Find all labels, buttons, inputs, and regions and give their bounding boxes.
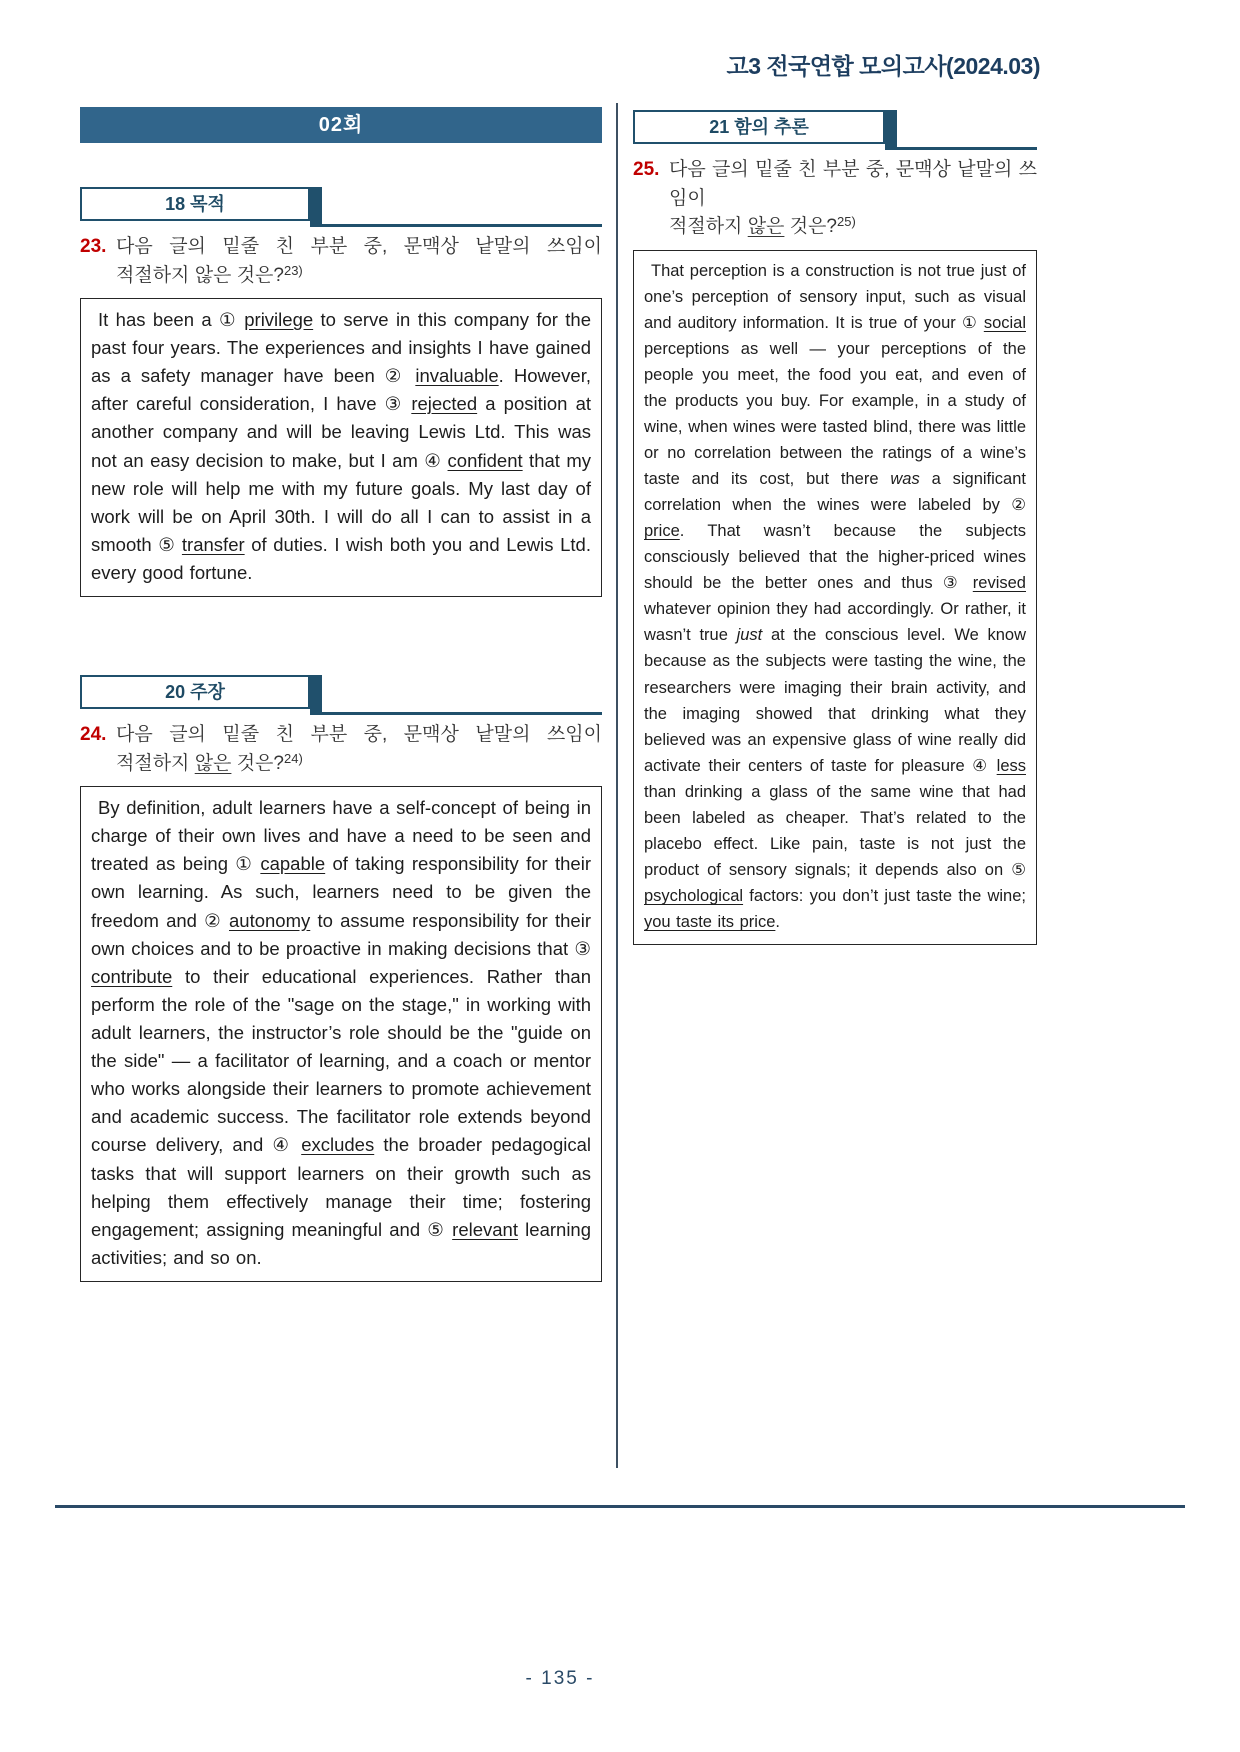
- column-divider: [616, 103, 618, 1468]
- question-25-block: [633, 110, 1037, 945]
- question-23-block: [80, 187, 602, 597]
- prompt-pre: 적절하지: [116, 752, 195, 774]
- left-column: [80, 107, 602, 1282]
- question-text-line1: 다음 글의 밑줄 친 부분 중, 문맥상 낱말의 쓰임이: [116, 724, 602, 746]
- question-text-line1: 다음 글의 밑줄 친 부분 중, 문맥상 낱말의 쓰임이: [669, 159, 1037, 209]
- question-text-line1: 다음 글의 밑줄 친 부분 중, 문맥상 낱말의 쓰임이: [116, 236, 602, 257]
- question-text-line2: [116, 262, 602, 291]
- section-tab-label: 18 목적: [80, 187, 310, 221]
- question-24-block: [80, 675, 602, 1282]
- section-tab-20: [80, 675, 602, 715]
- prompt-underlined: 않은: [194, 752, 232, 774]
- right-column: [633, 110, 1037, 945]
- section-tab-rule: [885, 147, 1037, 150]
- section-tab-bar: [310, 187, 322, 227]
- footer-rule: [55, 1505, 1185, 1508]
- question-text-line2: [669, 213, 1037, 242]
- prompt-underlined: 않은: [747, 216, 785, 237]
- passage-23: It has been a ① privilege to serve in this company for the past four years. The experiences and insights I have gained as a safety manager have been ② invaluable. However, after careful consideration, I have ③ rejected a position at another company and will be leaving Lewis Ltd. This was not an easy decision to make, but I am ④ confident that my new role will help me with my future goals. My last day of work will be on April 30th. I will do all I can to assist in a smooth ⑤ transfer of duties. I wish both you and Lewis Ltd. every good fortune.: [80, 298, 602, 597]
- prompt-post: 것은?: [231, 752, 284, 774]
- passage-25: That perception is a construction is not true just of one’s perception of sensory input, such as visual and auditory information. It is true of your ① social perceptions as well — your perceptions of the people you meet, the food you eat, and even of the products you buy. For example, in a study of wine, when wines were tasted blind, there was little or no correlation between the ratings of a wine’s taste and its cost, but there was a significant correlation when the wines were labeled by ② price. That wasn’t because the subjects consciously believed that the higher-priced wines should be the better ones and thus ③ revised whatever opinion they had accordingly. Or rather, it wasn’t true just at the conscious level. We know because as the subjects were tasting the wine, the researchers were imaging their brain activity, and the imaging showed that drinking what they believed was an expensive glass of wine really did activate their centers of taste for pleasure ④ less than drinking a glass of the same wine that had been labeled as cheaper. That’s related to the placebo effect. Like pain, taste is not just the product of sensory signals; it depends also on ⑤ psychological factors: you don’t just taste the wine; you taste its price.: [633, 250, 1037, 946]
- prompt-post: 것은?: [236, 264, 284, 286]
- prompt-pre: 적절하지: [669, 216, 748, 237]
- question-24-prompt: [80, 721, 602, 778]
- prompt-footnote-number: 23): [283, 262, 303, 278]
- question-number: 23.: [80, 236, 107, 257]
- question-text: [116, 721, 602, 778]
- prompt-pre: 적절하지 않은: [116, 264, 237, 286]
- question-text: [116, 233, 602, 290]
- section-tab-label: 21 함의 추론: [633, 110, 885, 144]
- section-tab-bar: [310, 675, 322, 715]
- prompt-footnote-number: 25): [836, 214, 856, 229]
- question-number: 24.: [80, 724, 107, 746]
- passage-24: By definition, adult learners have a self-concept of being in charge of their own lives and have a need to be seen and treated as being ① capable of taking responsibility for their own learning. As such, learners need to be given the freedom and ② autonomy to assume responsibility for their own choices and to be proactive in making decisions that ③ contribute to their educational experiences. Rather than perform the role of the "sage on the stage," in working with adult learners, the instructor’s role should be the "guide on the side" — a facilitator of learning, and a coach or mentor who works alongside their learners to promote achievement and academic success. The facilitator role extends beyond course delivery, and ④ excludes the broader pedagogical tasks that will support learners on their growth such as helping them effectively manage their time; fostering engagement; assigning meaningful and ⑤ relevant learning activities; and so on.: [80, 786, 602, 1282]
- page-number: - 135 -: [525, 1668, 595, 1689]
- question-text-line2: [116, 750, 602, 779]
- page-title: 고3 전국연합 모의고사(2024.03): [726, 53, 1040, 79]
- question-text: [669, 156, 1037, 242]
- section-tab-18: [80, 187, 602, 227]
- prompt-footnote-number: 24): [283, 750, 303, 766]
- section-tab-21: [633, 110, 1037, 150]
- question-23-prompt: [80, 233, 602, 290]
- section-tab-rule: [310, 712, 602, 715]
- prompt-post: 것은?: [784, 216, 837, 237]
- section-tab-label: 20 주장: [80, 675, 310, 709]
- exam-round-banner: 02회: [80, 107, 602, 143]
- question-number: 25.: [633, 159, 660, 180]
- section-tab-bar: [885, 110, 897, 150]
- section-tab-rule: [310, 224, 602, 227]
- question-25-prompt: [633, 156, 1037, 242]
